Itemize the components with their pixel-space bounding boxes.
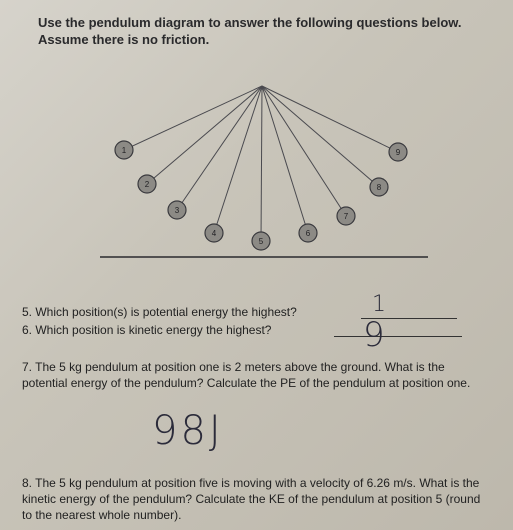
handwritten-answer-6: 9 — [363, 315, 385, 355]
bob-5-label: 5 — [258, 237, 264, 246]
bob-2 — [138, 175, 156, 193]
bob-3 — [168, 201, 186, 219]
bob-5 — [252, 232, 270, 250]
bob-8 — [370, 178, 388, 196]
instructions-line-2: Assume there is no friction. — [38, 32, 210, 47]
bob-1-label: 1 — [121, 146, 127, 155]
string-4 — [214, 86, 262, 233]
string-9 — [262, 86, 398, 152]
bob-7 — [337, 207, 355, 225]
instructions-line-1: Use the pendulum diagram to answer the following questions below. — [38, 15, 462, 30]
bob-6-label: 6 — [305, 229, 311, 238]
bob-2-label: 2 — [144, 180, 150, 189]
handwritten-answer-5: 1 — [372, 292, 386, 317]
answer-blank-6[interactable] — [334, 336, 462, 337]
bob-4 — [205, 224, 223, 242]
string-5 — [261, 86, 262, 241]
bob-9-label: 9 — [395, 148, 401, 157]
bob-8-label: 8 — [376, 183, 382, 192]
bob-1 — [115, 141, 133, 159]
question-6: 6. Which position is kinetic energy the highest? — [22, 323, 272, 337]
question-5: 5. Which position(s) is potential energy the highest? — [22, 305, 297, 319]
string-6 — [262, 86, 308, 233]
handwritten-answer-7: 98J — [152, 408, 224, 454]
string-7 — [262, 86, 346, 216]
string-8 — [262, 86, 379, 187]
bob-7-label: 7 — [343, 212, 349, 221]
bob-6 — [299, 224, 317, 242]
bob-9 — [389, 143, 407, 161]
question-8: 8. The 5 kg pendulum at position five is moving with a velocity of 6.26 m/s. What is the kinetic energy of the pendulum? Calculate the KE of the pendulum at position 5 (round to the nearest whole number). — [22, 476, 481, 522]
question-7: 7. The 5 kg pendulum at position one is 2 meters above the ground. What is the potential energy of the pendulum? Calculate the PE of the pendulum at position one. — [22, 360, 471, 390]
bob-3-label: 3 — [174, 206, 180, 215]
bob-4-label: 4 — [211, 229, 217, 238]
string-1 — [124, 86, 262, 150]
